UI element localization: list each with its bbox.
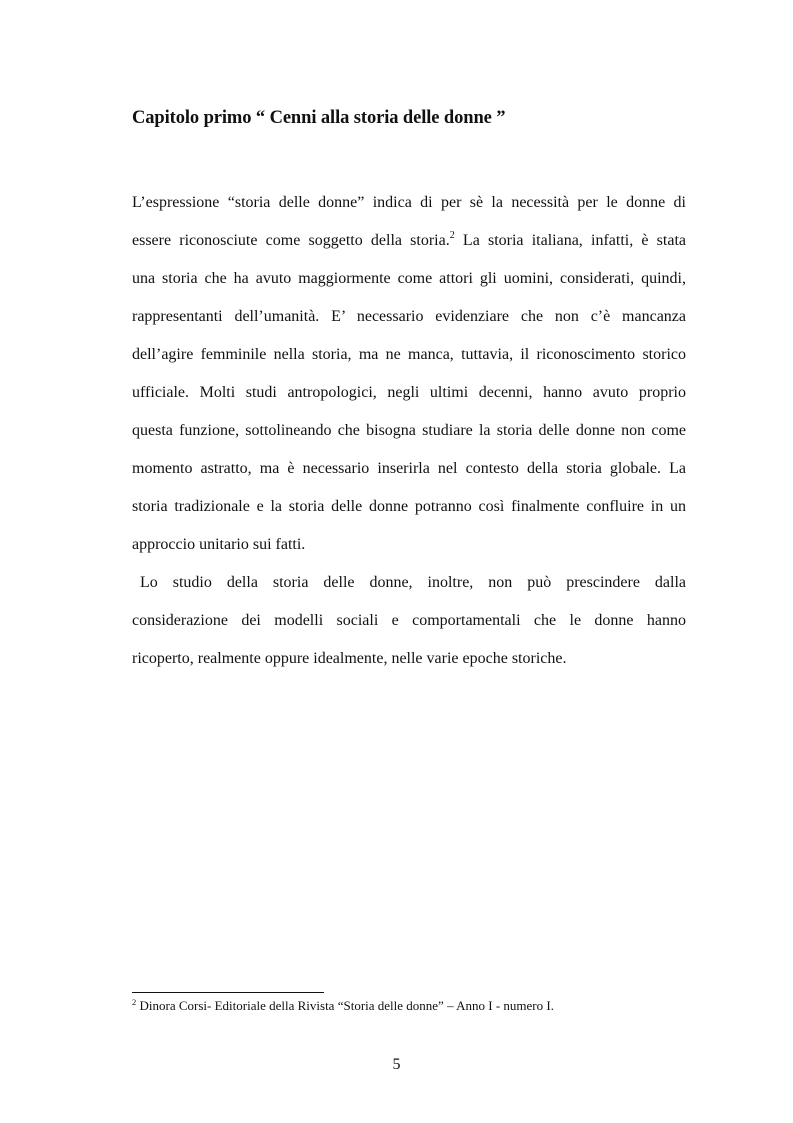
page-number: 5 <box>392 1056 401 1073</box>
paragraph-2-line: ricoperto, realmente oppure idealmente, nelle varie epoche storiche. <box>132 650 567 667</box>
paragraph-1-line: questa funzione, sottolineando che bisogna studiare la storia delle donne non come <box>132 422 686 439</box>
paragraph-1-text-segment: essere riconosciute come soggetto della storia. <box>132 232 450 249</box>
paragraph-1-text-segment: La storia italiana, infatti, è stata <box>454 232 686 249</box>
paragraph-1-line: ufficiale. Molti studi antropologici, negli ultimi decenni, hanno avuto proprio <box>132 384 686 401</box>
paragraph-2-line: considerazione dei modelli sociali e comportamentali che le donne hanno <box>132 612 686 629</box>
paragraph-1-line: dell’agire femminile nella storia, ma ne manca, tuttavia, il riconoscimento storico <box>132 346 686 363</box>
paragraph-1-line: una storia che ha avuto maggiormente come attori gli uomini, considerati, quindi, <box>132 270 686 287</box>
paragraph-1-line: momento astratto, ma è necessario inserirla nel contesto della storia globale. La <box>132 460 686 477</box>
footnote-reference: 2 <box>449 230 455 241</box>
paragraph-2-line: Lo studio della storia delle donne, inoltre, non può prescindere dalla <box>140 574 686 591</box>
footnote-mark: 2 <box>132 997 137 1007</box>
paragraph-1-line: approccio unitario sui fatti. <box>132 536 306 553</box>
paragraph-1-line-with-footnote <box>132 222 686 260</box>
footnote-text: Dinora Corsi- Editoriale della Rivista “Storia delle donne” – Anno I - numero I. <box>136 998 554 1013</box>
paragraph-1-line: rappresentanti dell’umanità. E’ necessario evidenziare che non c’è mancanza <box>132 308 686 325</box>
footnote <box>132 998 554 1014</box>
paragraph-1-line: storia tradizionale e la storia delle donne potranno così finalmente confluire in un <box>132 498 686 515</box>
paragraph-1-line: L’espressione “storia delle donne” indica di per sè la necessità per le donne di <box>132 194 686 211</box>
body-text <box>132 184 686 678</box>
footnote-divider <box>132 992 324 993</box>
chapter-title: Capitolo primo “ Cenni alla storia delle donne ” <box>132 108 506 128</box>
